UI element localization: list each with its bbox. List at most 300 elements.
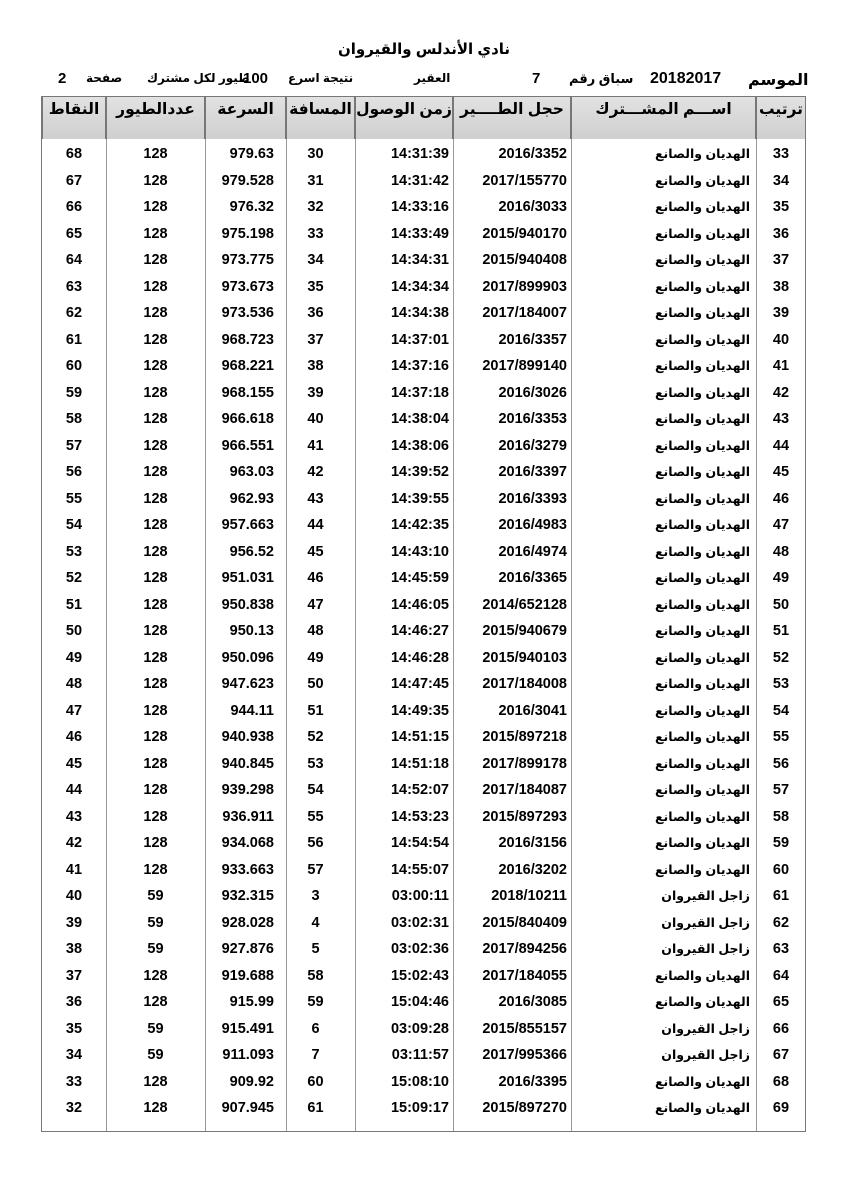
arrival-time-cell: 03:09:28 [390, 1020, 449, 1037]
distance-cell: 52 [307, 729, 324, 745]
speed-cell: 973.536 [221, 305, 274, 321]
rank-cell: 59 [772, 835, 790, 851]
member-name-cell: زاجل القيروان [661, 915, 750, 930]
rank-cell: 34 [772, 172, 790, 189]
member-name-cell: الهديان والصانع [655, 359, 750, 373]
distance-cell: 31 [307, 172, 324, 189]
rank-cell: 46 [772, 490, 790, 507]
distance-cell: 32 [307, 199, 324, 215]
race-label: سباق رقم [569, 71, 634, 86]
table-row [42, 459, 805, 486]
speed-cell: 909.92 [229, 1073, 274, 1090]
arrival-time-cell: 14:37:01 [390, 331, 449, 348]
ring-cell: 2016/4983 [498, 517, 567, 533]
member-name-cell: زاجل القيروان [661, 1048, 750, 1062]
distance-cell: 33 [307, 225, 324, 242]
member-name-cell: الهديان والصانع [655, 147, 750, 161]
ring-cell: 2015/940679 [482, 623, 567, 639]
speed-cell: 979.63 [229, 146, 274, 162]
ring-cell: 2015/840409 [482, 914, 567, 931]
table-row [42, 512, 805, 539]
points-cell: 42 [65, 835, 83, 851]
arrival-time-cell: 14:31:42 [390, 172, 449, 189]
speed-cell: 919.688 [221, 967, 274, 984]
speed-cell: 956.52 [229, 543, 274, 560]
speed-cell: 968.155 [221, 384, 274, 401]
bird-count-cell: 128 [143, 755, 168, 772]
ring-cell: 2015/897270 [482, 1100, 567, 1116]
table-row [42, 910, 805, 937]
column-header-points: النقاط [42, 97, 106, 139]
bird-count-cell: 128 [143, 199, 168, 215]
arrival-time-cell: 14:55:07 [390, 861, 449, 878]
arrival-time-cell: 14:38:06 [390, 437, 449, 454]
points-cell: 37 [65, 967, 83, 984]
speed-cell: 975.198 [221, 225, 274, 242]
speed-cell: 951.031 [221, 570, 274, 586]
table-row [42, 963, 805, 990]
table-row [42, 565, 805, 592]
ring-cell: 2016/3393 [498, 490, 567, 507]
ring-cell: 2015/897218 [482, 729, 567, 745]
member-name-cell: زاجل القيروان [661, 942, 750, 956]
rank-cell: 49 [772, 570, 790, 586]
distance-cell: 45 [307, 543, 324, 560]
rank-cell: 69 [772, 1100, 790, 1116]
distance-cell: 38 [307, 358, 324, 374]
rank-cell: 39 [772, 305, 790, 321]
speed-cell: 957.663 [221, 517, 274, 533]
points-cell: 55 [65, 490, 83, 507]
points-cell: 53 [65, 543, 83, 560]
member-name-cell: الهديان والصانع [655, 995, 750, 1009]
member-name-cell: الهديان والصانع [655, 624, 750, 638]
arrival-time-cell: 03:02:31 [390, 914, 449, 931]
arrival-time-cell: 14:31:39 [390, 146, 449, 162]
points-cell: 32 [65, 1100, 83, 1116]
arrival-time-cell: 14:45:59 [390, 570, 449, 586]
bird-count-cell: 128 [143, 331, 168, 348]
speed-cell: 968.221 [221, 358, 274, 374]
points-cell: 43 [65, 808, 83, 825]
arrival-time-cell: 14:37:18 [390, 384, 449, 401]
bird-count-cell: 128 [143, 649, 168, 666]
speed-cell: 940.938 [221, 729, 274, 745]
distance-cell: 30 [307, 146, 324, 162]
bird-count-cell: 128 [143, 225, 168, 242]
table-row [42, 724, 805, 751]
ring-cell: 2016/3279 [498, 437, 567, 454]
speed-cell: 968.723 [221, 331, 274, 348]
distance-cell: 40 [307, 411, 324, 427]
distance-cell: 34 [307, 252, 324, 268]
rank-cell: 67 [772, 1047, 790, 1063]
club-title: نادي الأندلس والقيروان [337, 41, 511, 58]
per-member-label: طيور لكل مشترك [147, 71, 250, 85]
distance-cell: 36 [307, 305, 324, 321]
ring-cell: 2016/3156 [498, 835, 567, 851]
rank-cell: 33 [772, 146, 790, 162]
points-cell: 34 [65, 1047, 83, 1063]
member-name-cell: الهديان والصانع [655, 571, 750, 585]
ring-cell: 2015/897293 [482, 808, 567, 825]
table-row [42, 327, 805, 354]
arrival-time-cell: 14:49:35 [390, 702, 449, 719]
points-cell: 44 [65, 782, 83, 798]
bird-count-cell: 128 [143, 437, 168, 454]
rank-cell: 38 [772, 278, 790, 295]
ring-cell: 2016/3365 [498, 570, 567, 586]
table-row [42, 777, 805, 804]
arrival-time-cell: 14:42:35 [390, 517, 449, 533]
member-name-cell: الهديان والصانع [655, 730, 750, 744]
member-name-cell: الهديان والصانع [655, 1101, 750, 1115]
bird-count-cell: 128 [143, 729, 168, 745]
points-cell: 49 [65, 649, 83, 666]
bird-count-cell: 59 [147, 914, 164, 931]
rank-cell: 37 [772, 252, 790, 268]
table-row [42, 989, 805, 1016]
member-name-cell: الهديان والصانع [655, 544, 750, 559]
column-header-distance: المسافة [286, 97, 355, 139]
rank-cell: 54 [772, 702, 790, 719]
table-row [42, 380, 805, 407]
table-row [42, 1069, 805, 1096]
ring-cell: 2016/3397 [498, 464, 567, 480]
table-row [42, 857, 805, 884]
table-row [42, 300, 805, 327]
ring-cell: 2015/940408 [482, 252, 567, 268]
speed-cell: 940.845 [221, 755, 274, 772]
rank-cell: 35 [772, 199, 790, 215]
rank-cell: 66 [772, 1020, 790, 1037]
speed-cell: 950.13 [229, 623, 274, 639]
ring-cell: 2016/3353 [498, 411, 567, 427]
table-row [42, 221, 805, 248]
distance-cell: 39 [307, 384, 324, 401]
points-cell: 52 [65, 570, 83, 586]
page-label: صفحة [86, 71, 123, 85]
distance-cell: 61 [307, 1100, 324, 1116]
speed-cell: 947.623 [221, 676, 274, 692]
arrival-time-cell: 14:39:55 [390, 490, 449, 507]
table-row [42, 1042, 805, 1069]
bird-count-cell: 128 [143, 252, 168, 268]
bird-count-cell: 128 [143, 146, 168, 162]
arrival-time-cell: 14:34:31 [390, 252, 449, 268]
distance-cell: 47 [307, 596, 324, 613]
season-value: 20182017 [650, 70, 722, 87]
table-row [42, 645, 805, 672]
ring-cell: 2017/899903 [482, 278, 567, 295]
points-cell: 33 [65, 1073, 83, 1090]
bird-count-cell: 128 [143, 570, 168, 586]
rank-cell: 36 [772, 225, 790, 242]
rank-cell: 58 [772, 808, 790, 825]
points-cell: 61 [65, 331, 83, 348]
ring-cell: 2017/184087 [482, 782, 567, 798]
ring-cell: 2016/3041 [498, 702, 567, 719]
points-cell: 40 [65, 888, 83, 904]
bird-count-cell: 128 [143, 305, 168, 321]
arrival-time-cell: 14:54:54 [390, 835, 449, 851]
bird-count-cell: 128 [143, 782, 168, 798]
table-row [42, 698, 805, 725]
column-header-ring: حجل الطــــير [453, 97, 571, 139]
arrival-time-cell: 14:43:10 [390, 543, 449, 560]
member-name-cell: الهديان والصانع [655, 783, 750, 797]
ring-cell: 2017/899178 [482, 755, 567, 772]
speed-cell: 973.775 [221, 252, 274, 268]
arrival-time-cell: 14:39:52 [390, 464, 449, 480]
bird-count-cell: 128 [143, 358, 168, 374]
distance-cell: 54 [307, 782, 324, 798]
rank-cell: 40 [772, 331, 790, 348]
member-name-cell: الهديان والصانع [655, 1074, 750, 1089]
rank-cell: 51 [772, 623, 790, 639]
speed-cell: 966.551 [221, 437, 274, 454]
table-row [42, 168, 805, 195]
speed-cell: 962.93 [229, 490, 274, 507]
ring-cell: 2018/10211 [491, 888, 567, 904]
table-row [42, 194, 805, 221]
ring-cell: 2017/894256 [482, 941, 567, 957]
bird-count-cell: 59 [147, 941, 164, 957]
distance-cell: 59 [307, 994, 324, 1010]
table-row [42, 141, 805, 168]
table-row [42, 592, 805, 619]
points-cell: 60 [65, 358, 83, 374]
ring-cell: 2016/3085 [498, 994, 567, 1010]
column-header-speed: السرعة [205, 97, 286, 139]
distance-cell: 49 [307, 649, 324, 666]
rank-cell: 57 [772, 782, 790, 798]
speed-cell: 973.673 [221, 278, 274, 295]
bird-count-cell: 128 [143, 967, 168, 984]
arrival-time-cell: 14:38:04 [390, 411, 449, 427]
member-name-cell: الهديان والصانع [655, 809, 750, 824]
distance-cell: 46 [307, 570, 324, 586]
speed-cell: 976.32 [229, 199, 274, 215]
result-label: نتيجة اسرع [288, 71, 354, 85]
member-name-cell: الهديان والصانع [655, 332, 750, 347]
points-cell: 46 [65, 729, 83, 745]
member-name-cell: الهديان والصانع [655, 200, 750, 214]
rank-cell: 45 [772, 464, 790, 480]
results-table [41, 96, 806, 1132]
ring-cell: 2016/3352 [498, 146, 567, 162]
column-header-bird-count: عددالطيور [106, 97, 205, 139]
arrival-time-cell: 14:53:23 [390, 808, 449, 825]
arrival-time-cell: 15:08:10 [390, 1073, 449, 1090]
bird-count-cell: 128 [143, 411, 168, 427]
bird-count-cell: 128 [143, 623, 168, 639]
bird-count-cell: 128 [143, 835, 168, 851]
speed-cell: 932.315 [221, 888, 274, 904]
member-name-cell: الهديان والصانع [655, 836, 750, 850]
bird-count-cell: 128 [143, 172, 168, 189]
result-count: 100 [243, 70, 269, 87]
points-cell: 35 [65, 1020, 83, 1037]
bird-count-cell: 128 [143, 861, 168, 878]
member-name-cell: الهديان والصانع [655, 438, 750, 453]
ring-cell: 2015/940170 [482, 225, 567, 242]
ring-cell: 2014/652128 [482, 596, 567, 613]
member-name-cell: الهديان والصانع [655, 862, 750, 877]
rank-cell: 56 [772, 755, 790, 772]
member-name-cell: الهديان والصانع [655, 253, 750, 267]
rank-cell: 62 [772, 914, 790, 931]
distance-cell: 41 [307, 437, 324, 454]
arrival-time-cell: 03:11:57 [391, 1047, 449, 1063]
ring-cell: 2017/155770 [482, 172, 567, 189]
rank-cell: 48 [772, 543, 790, 560]
speed-cell: 911.093 [222, 1047, 274, 1063]
ring-cell: 2015/940103 [482, 649, 567, 666]
bird-count-cell: 128 [143, 517, 168, 533]
table-row [42, 883, 805, 910]
rank-cell: 52 [772, 649, 790, 666]
points-cell: 51 [65, 596, 83, 613]
location: العقير [414, 71, 451, 85]
bird-count-cell: 128 [143, 384, 168, 401]
table-header [42, 97, 805, 139]
speed-cell: 933.663 [221, 861, 274, 878]
arrival-time-cell: 14:46:28 [390, 649, 449, 666]
speed-cell: 915.99 [229, 994, 274, 1010]
bird-count-cell: 128 [143, 702, 168, 719]
arrival-time-cell: 14:34:38 [390, 305, 449, 321]
member-name-cell: الهديان والصانع [655, 677, 750, 691]
distance-cell: 4 [311, 914, 320, 931]
ring-cell: 2016/3395 [498, 1073, 567, 1090]
points-cell: 38 [65, 941, 83, 957]
arrival-time-cell: 03:02:36 [390, 941, 449, 957]
member-name-cell: الهديان والصانع [655, 597, 750, 612]
member-name-cell: الهديان والصانع [655, 412, 750, 426]
points-cell: 47 [65, 702, 83, 719]
speed-cell: 950.096 [221, 649, 274, 666]
rank-cell: 61 [772, 888, 790, 904]
points-cell: 50 [65, 623, 83, 639]
rank-cell: 63 [772, 941, 790, 957]
member-name-cell: الهديان والصانع [655, 491, 750, 506]
arrival-time-cell: 15:02:43 [390, 967, 449, 984]
points-cell: 63 [65, 278, 83, 295]
rank-cell: 60 [772, 861, 790, 878]
member-name-cell: الهديان والصانع [655, 173, 750, 188]
member-name-cell: الهديان والصانع [655, 703, 750, 718]
bird-count-cell: 128 [143, 808, 168, 825]
bird-count-cell: 128 [143, 596, 168, 613]
points-cell: 45 [65, 755, 83, 772]
speed-cell: 934.068 [221, 835, 274, 851]
points-cell: 67 [65, 172, 83, 189]
bird-count-cell: 59 [147, 1047, 164, 1063]
points-cell: 68 [65, 146, 83, 162]
arrival-time-cell: 14:34:34 [390, 278, 449, 295]
distance-cell: 50 [307, 676, 324, 692]
member-name-cell: الهديان والصانع [655, 650, 750, 665]
distance-cell: 53 [307, 755, 324, 772]
speed-cell: 939.298 [221, 782, 274, 798]
ring-cell: 2017/995366 [482, 1047, 567, 1063]
table-row [42, 247, 805, 274]
ring-cell: 2016/4974 [498, 543, 567, 560]
distance-cell: 51 [307, 702, 324, 719]
page-number: 2 [58, 70, 67, 87]
speed-cell: 927.876 [221, 941, 274, 957]
member-name-cell: الهديان والصانع [655, 756, 750, 771]
bird-count-cell: 128 [143, 543, 168, 560]
bird-count-cell: 128 [143, 278, 168, 295]
table-row [42, 830, 805, 857]
ring-cell: 2015/855157 [482, 1020, 567, 1037]
distance-cell: 5 [311, 941, 320, 957]
distance-cell: 58 [307, 967, 324, 984]
season-label: الموسم [748, 72, 809, 89]
member-name-cell: الهديان والصانع [655, 465, 750, 479]
speed-cell: 928.028 [221, 914, 274, 931]
arrival-time-cell: 15:04:46 [390, 994, 449, 1010]
arrival-time-cell: 14:33:49 [390, 225, 449, 242]
speed-cell: 915.491 [221, 1020, 274, 1037]
arrival-time-cell: 14:51:15 [390, 729, 449, 745]
points-cell: 41 [65, 861, 83, 878]
bird-count-cell: 59 [147, 1020, 164, 1037]
distance-cell: 35 [307, 278, 324, 295]
speed-cell: 963.03 [229, 464, 274, 480]
member-name-cell: زاجل القيروان [661, 889, 750, 903]
distance-cell: 43 [307, 490, 324, 507]
points-cell: 56 [65, 464, 83, 480]
rank-cell: 64 [772, 967, 790, 984]
member-name-cell: الهديان والصانع [655, 279, 750, 294]
race-number: 7 [532, 70, 541, 87]
arrival-time-cell: 03:00:11 [391, 888, 449, 904]
speed-cell: 936.911 [222, 808, 274, 825]
arrival-time-cell: 14:33:16 [390, 199, 449, 215]
distance-cell: 42 [307, 464, 324, 480]
distance-cell: 7 [311, 1047, 320, 1063]
arrival-time-cell: 14:52:07 [390, 782, 449, 798]
column-header-rank: ترتيب [756, 97, 806, 139]
ring-cell: 2017/899140 [482, 358, 567, 374]
member-name-cell: زاجل القيروان [661, 1021, 750, 1036]
table-row [42, 539, 805, 566]
speed-cell: 907.945 [221, 1100, 274, 1116]
bird-count-cell: 128 [143, 1073, 168, 1090]
table-row [42, 353, 805, 380]
rank-cell: 41 [772, 358, 790, 374]
distance-cell: 6 [311, 1020, 320, 1037]
member-name-cell: الهديان والصانع [655, 385, 750, 400]
distance-cell: 48 [307, 623, 324, 639]
bird-count-cell: 59 [147, 888, 164, 904]
rank-cell: 47 [772, 517, 790, 533]
table-row [42, 486, 805, 513]
rank-cell: 55 [772, 729, 790, 745]
rank-cell: 42 [772, 384, 790, 401]
table-row [42, 274, 805, 301]
speed-cell: 950.838 [221, 596, 274, 613]
arrival-time-cell: 14:51:18 [390, 755, 449, 772]
ring-cell: 2016/3026 [498, 384, 567, 401]
table-row [42, 618, 805, 645]
ring-cell: 2016/3033 [498, 199, 567, 215]
points-cell: 62 [65, 305, 83, 321]
member-name-cell: الهديان والصانع [655, 306, 750, 320]
